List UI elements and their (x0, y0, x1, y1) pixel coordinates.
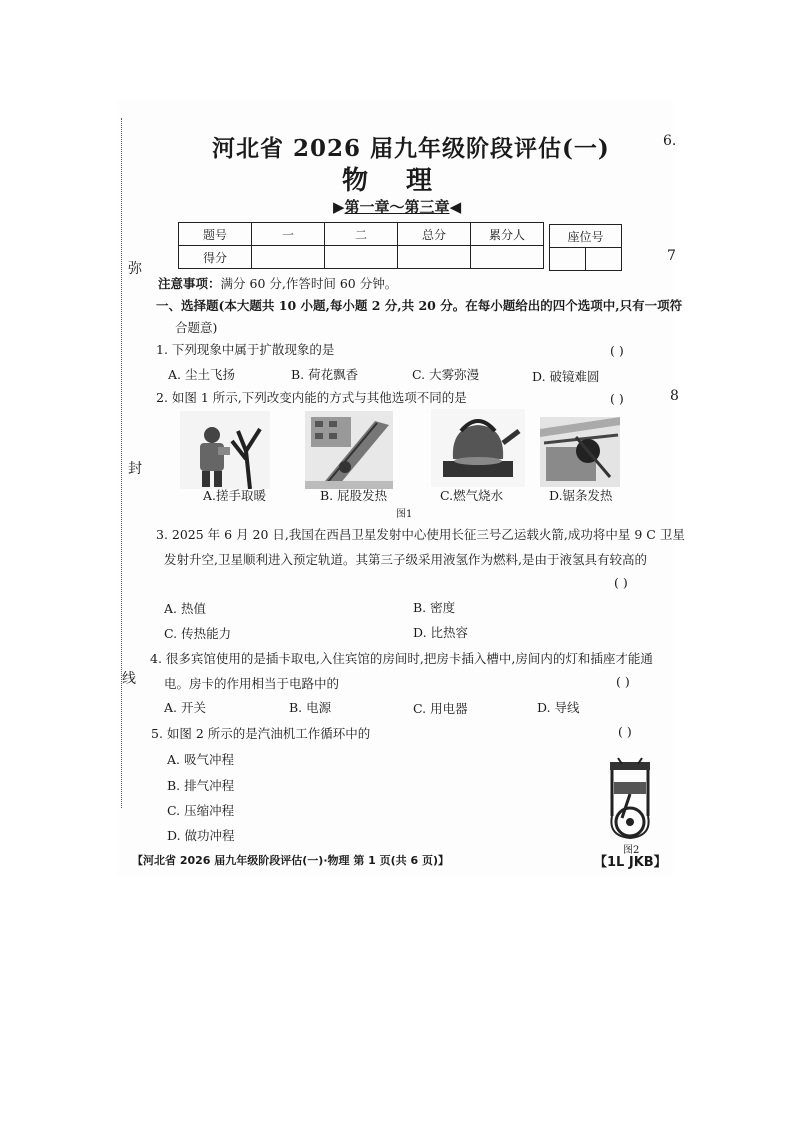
q5-option-c: C. 压缩冲程 (167, 803, 235, 818)
page-mark-top: 6. (663, 133, 677, 149)
q1-option-d: D. 破镜难圆 (532, 369, 600, 384)
q5-answer-blank[interactable]: ( ) (618, 724, 632, 739)
q1-option-a: A. 尘土飞扬 (168, 367, 235, 382)
section1-instructions-line2: 合题意) (175, 320, 218, 335)
notice (158, 274, 397, 292)
q3-option-d: D. 比热容 (413, 625, 469, 640)
rubbing-hands-figure (180, 411, 270, 489)
q2-option-d: D.锯条发热 (549, 488, 613, 503)
score-header-cell: 题号 (179, 223, 252, 246)
score-header-cell: 一 (252, 223, 325, 246)
q5-option-b: B. 排气冲程 (167, 778, 235, 793)
footer-left: 【河北省 2026 届九年级阶段评估(一)·物理 第 1 页(共 6 页)】 (132, 854, 450, 867)
q3-option-a: A. 热值 (164, 601, 206, 616)
q4-option-d: D. 导线 (537, 700, 580, 715)
notice-label: 注意事项： (158, 276, 221, 291)
q3-option-b: B. 密度 (413, 600, 456, 615)
figure2-caption: 图2 (623, 845, 640, 856)
q1-option-c: C. 大雾弥漫 (412, 367, 480, 382)
score-input-cell[interactable] (398, 246, 471, 269)
kettle-figure (431, 409, 525, 487)
seat-label: 座位号 (550, 225, 622, 248)
q5-option-a: A. 吸气冲程 (167, 752, 234, 767)
score-header-cell: 累分人 (471, 223, 544, 246)
q4-option-c: C. 用电器 (413, 701, 468, 716)
q4-option-a: A. 开关 (164, 700, 206, 715)
q4-stem-line2: 电。房卡的作用相当于电路中的 (164, 676, 340, 691)
q1-answer-blank[interactable]: ( ) (610, 343, 624, 358)
q2-stem: 2. 如图 1 所示,下列改变内能的方式与其他选项不同的是 (156, 390, 467, 405)
binding-dotted-line (121, 118, 122, 808)
page-mark-low: 8 (670, 388, 679, 404)
slide-figure (305, 411, 393, 489)
left-triangle-icon: ▶ (333, 198, 345, 216)
score-row-label: 得分 (179, 246, 252, 269)
seat-input-cell[interactable] (550, 248, 586, 271)
q2-answer-blank[interactable]: ( ) (610, 391, 624, 406)
chapter-range (333, 196, 461, 217)
chapter-range-text: 第一章～第三章 (344, 198, 450, 216)
q3-option-c: C. 传热能力 (164, 626, 232, 641)
q5-stem: 5. 如图 2 所示的是汽油机工作循环中的 (151, 726, 371, 741)
seal-char-xian: 线 (122, 671, 136, 687)
notice-text: 满分 60 分,作答时间 60 分钟。 (220, 276, 398, 291)
q5-option-d: D. 做功冲程 (167, 828, 235, 843)
q2-option-c: C.燃气烧水 (440, 488, 504, 503)
q4-answer-blank[interactable]: ( ) (616, 674, 630, 689)
section1-instructions-line1: 一、选择题(本大题共 10 小题,每小题 2 分,共 20 分。在每小题给出的四个选项中,只有一项符 (156, 298, 683, 313)
q3-answer-blank[interactable]: ( ) (614, 575, 628, 590)
score-input-cell[interactable] (325, 246, 398, 269)
figure1-caption: 图1 (396, 509, 413, 520)
q2-option-b: B. 屁股发热 (320, 488, 388, 503)
saw-figure (540, 417, 620, 487)
seal-char-mi: 弥 (128, 261, 142, 277)
score-input-cell[interactable] (252, 246, 325, 269)
q1-option-b: B. 荷花飘香 (291, 367, 359, 382)
score-header-cell: 二 (325, 223, 398, 246)
seat-input-cell[interactable] (586, 248, 622, 271)
q4-option-b: B. 电源 (289, 700, 332, 715)
q3-stem-line2: 发射升空,卫星顺利进入预定轨道。其第三子级采用液氢作为燃料,是由于液氢具有较高的 (164, 552, 647, 567)
seat-table (549, 224, 622, 271)
subject-title: 物理 (342, 166, 471, 196)
score-input-cell[interactable] (471, 246, 544, 269)
q2-option-a: A.搓手取暖 (203, 488, 267, 503)
score-header-cell: 总分 (398, 223, 471, 246)
page-mark-mid: 7 (667, 248, 676, 264)
q1-stem: 1. 下列现象中属于扩散现象的是 (156, 342, 335, 357)
exam-title: 河北省 2026 届九年级阶段评估(一) (212, 135, 610, 162)
seal-char-feng: 封 (128, 461, 142, 477)
q3-stem-line1: 3. 2025 年 6 月 20 日,我国在西昌卫星发射中心使用长征三号乙运载火箭,成功将中星 9 C 卫星 (156, 527, 685, 542)
q4-stem-line1: 4. 很多宾馆使用的是插卡取电,入住宾馆的房间时,把房卡插入槽中,房间内的灯和插座才能通 (150, 651, 653, 666)
engine-cylinder-figure (604, 756, 656, 842)
score-table (178, 222, 544, 269)
right-triangle-icon: ◀ (449, 198, 462, 216)
footer-right: 【1L JKB】 (594, 855, 667, 870)
